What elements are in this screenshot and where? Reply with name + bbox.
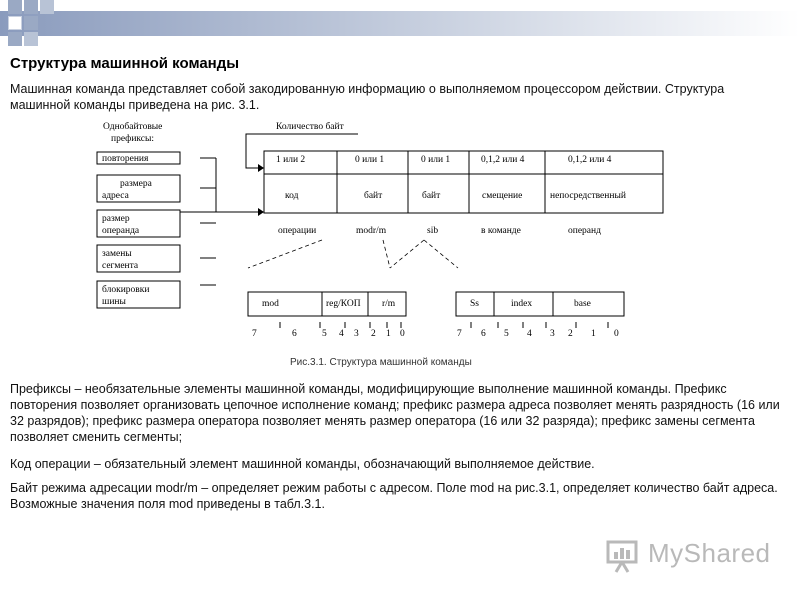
- prefix-box: [97, 152, 180, 164]
- slide-title: Структура машинной команды: [10, 55, 240, 72]
- byte-count-cell: 1 или 2: [276, 155, 306, 165]
- intro-paragraph: Машинная команда представляет собой закодированную информацию о выполняемом процессором действии. Структура машинной команды приведена на рис. 3.1.: [10, 82, 725, 112]
- expansion-lines: [248, 240, 458, 268]
- field-cell: байт: [422, 191, 441, 201]
- field-cell: смещение: [482, 191, 523, 201]
- modrm-field: mod: [262, 299, 279, 309]
- prefix-connectors: [180, 158, 258, 285]
- modrm-field: reg/КОП: [326, 299, 361, 309]
- prefix-label: размер: [102, 214, 130, 224]
- sib-field: Ss: [470, 299, 479, 309]
- bit-number: 3: [550, 329, 555, 339]
- field-caption: modr/m: [356, 226, 387, 236]
- bit-number: 5: [504, 329, 509, 339]
- prefix-label: замены: [102, 249, 132, 259]
- bit-number: 0: [400, 329, 405, 339]
- prefix-label: размера: [120, 179, 152, 189]
- bytes-arrow-head: [258, 164, 264, 172]
- bit-number: 4: [339, 329, 344, 339]
- prefix-label: сегмента: [102, 261, 139, 271]
- sib-byte-box: [456, 292, 624, 316]
- field-caption: sib: [427, 226, 439, 236]
- prefix-label: шины: [102, 297, 126, 307]
- bit-number: 1: [591, 329, 596, 339]
- bit-number: 0: [614, 329, 619, 339]
- bit-number: 3: [354, 329, 359, 339]
- field-caption: операнд: [568, 226, 601, 236]
- bit-number: 7: [252, 329, 257, 339]
- prefix-label: операнда: [102, 226, 140, 236]
- figure-caption: Рис.3.1. Структура машинной команды: [290, 357, 472, 368]
- opcode-paragraph: Код операции – обязательный элемент машинной команды, обозначающий выполняемое действие.: [10, 457, 595, 471]
- field-cell: байт: [364, 191, 383, 201]
- presentation-icon: [604, 536, 644, 576]
- arrow-to-opcode: [258, 208, 264, 216]
- bytes-count-label: Количество байт: [276, 122, 344, 132]
- prefix-box: [97, 245, 180, 272]
- bit-number: 6: [481, 329, 486, 339]
- field-caption: операции: [278, 226, 317, 236]
- sib-bit-ticks: [471, 322, 608, 328]
- bit-number: 7: [457, 329, 462, 339]
- bit-number: 2: [568, 329, 573, 339]
- myshared-logo: [604, 536, 784, 576]
- byte-count-cell: 0,1,2 или 4: [568, 155, 612, 165]
- bit-number: 4: [527, 329, 532, 339]
- field-cell: непосредственный: [550, 191, 626, 201]
- byte-count-cell: 0 или 1: [421, 155, 451, 165]
- modrm-bit-ticks: [280, 322, 401, 328]
- bit-number: 2: [371, 329, 376, 339]
- prefix-label: блокировки: [102, 285, 150, 295]
- prefix-header-line2: префиксы:: [111, 134, 155, 144]
- sib-field: base: [574, 299, 591, 309]
- bit-number: 6: [292, 329, 297, 339]
- modrm-field: r/m: [382, 299, 396, 309]
- prefix-box: [97, 175, 180, 202]
- prefix-box: [97, 210, 180, 237]
- prefix-label: повторения: [102, 154, 149, 164]
- bit-number: 1: [386, 329, 391, 339]
- byte-count-cell: 0,1,2 или 4: [481, 155, 525, 165]
- prefix-header-line1: Однобайтовые: [103, 122, 163, 132]
- bit-number: 5: [322, 329, 327, 339]
- prefixes-paragraph: Префиксы – необязательные элементы машинной команды, модифицирующие выполнение машинной команды. Префикс повторения позволяет организовать цепочное исполнение команд; префикс размера адреса позволяет менять разрядность (16 или 32 разрядов); префикс размера оператора позволяет менять размер оператора (16 или 32 разряда); префикс замены сегмента позволяет сменить сегменты;: [10, 382, 780, 444]
- sib-field: index: [511, 299, 533, 309]
- logo-text: MyShared: [648, 538, 771, 568]
- prefix-box: [97, 281, 180, 308]
- byte-count-cell: 0 или 1: [355, 155, 385, 165]
- modrm-paragraph: Байт режима адресации modr/m – определяет режим работы с адресом. Поле mod на рис.3.1, определяет количество байт адреса. Возможные значения поля mod приведены в табл.3.1.: [10, 481, 778, 511]
- field-caption: в команде: [481, 226, 521, 236]
- field-cell: код: [285, 191, 299, 201]
- prefix-label: адреса: [102, 191, 129, 201]
